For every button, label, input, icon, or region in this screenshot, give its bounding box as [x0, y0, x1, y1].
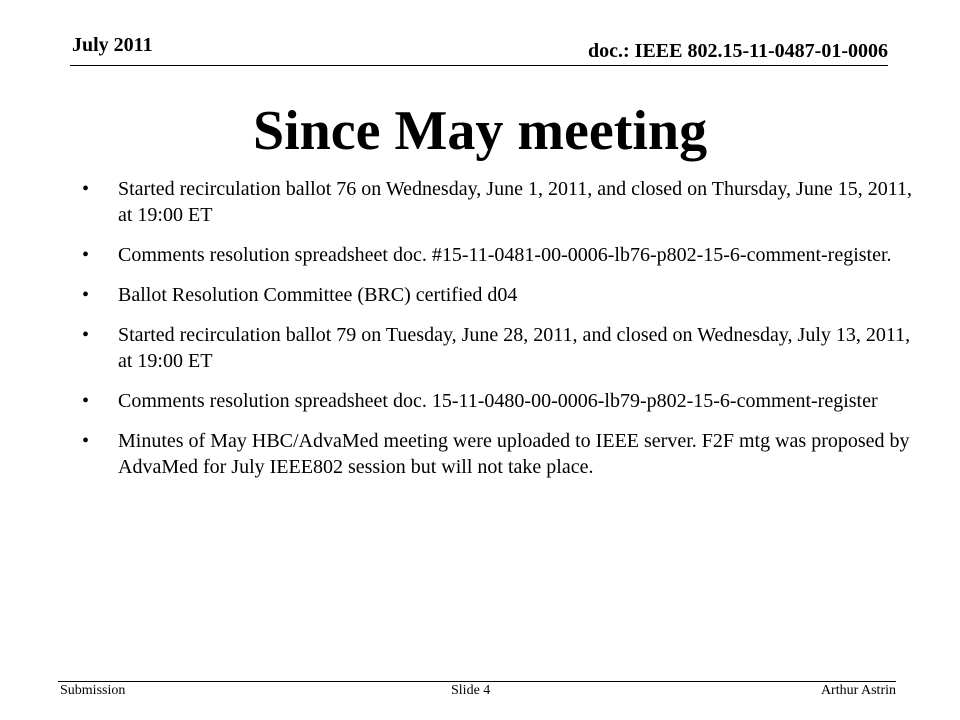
bullet-text: Comments resolution spreadsheet doc. 15-11-0480-00-0006-lb79-p802-15-6-comment-register [118, 390, 878, 412]
bullet-text: Comments resolution spreadsheet doc. #15-11-0481-00-0006-lb76-p802-15-6-comment-register. [118, 244, 892, 266]
bullet-icon: • [82, 430, 90, 452]
bullet-text: Started recirculation ballot 76 on Wednesday, June 1, 2011, and closed on Thursday, June 15, 2011, at 19:00 ET [118, 178, 912, 226]
header-doc-id: doc.: IEEE 802.15-11-0487-01-0006 [588, 40, 888, 62]
bullet-item [82, 242, 912, 268]
bullet-icon: • [82, 178, 90, 200]
footer-author: Arthur Astrin [820, 683, 896, 698]
bullet-icon: • [82, 244, 90, 266]
bullet-text: Ballot Resolution Committee (BRC) certified d04 [118, 284, 518, 306]
footer-submission: Submission [60, 683, 126, 698]
bullet-item [82, 428, 912, 480]
bullet-icon: • [82, 284, 90, 306]
bullet-list [82, 176, 912, 494]
bullet-icon: • [82, 390, 90, 412]
bullet-item [82, 282, 912, 308]
slide-title: Since May meeting [252, 100, 708, 162]
bullet-item [82, 388, 912, 414]
bullet-item [82, 176, 912, 228]
bullet-icon: • [82, 324, 90, 346]
footer-divider [58, 681, 896, 682]
footer-slide-number: Slide 4 [451, 683, 491, 698]
header-divider [70, 65, 888, 66]
bullet-item [82, 322, 912, 374]
bullet-text: Minutes of May HBC/AdvaMed meeting were uploaded to IEEE server. F2F mtg was proposed by AdvaMed for July IEEE802 session but will not take place. [118, 430, 910, 478]
bullet-text: Started recirculation ballot 79 on Tuesday, June 28, 2011, and closed on Wednesday, July 13, 2011, at 19:00 ET [118, 324, 911, 372]
header-date: July 2011 [72, 34, 153, 56]
